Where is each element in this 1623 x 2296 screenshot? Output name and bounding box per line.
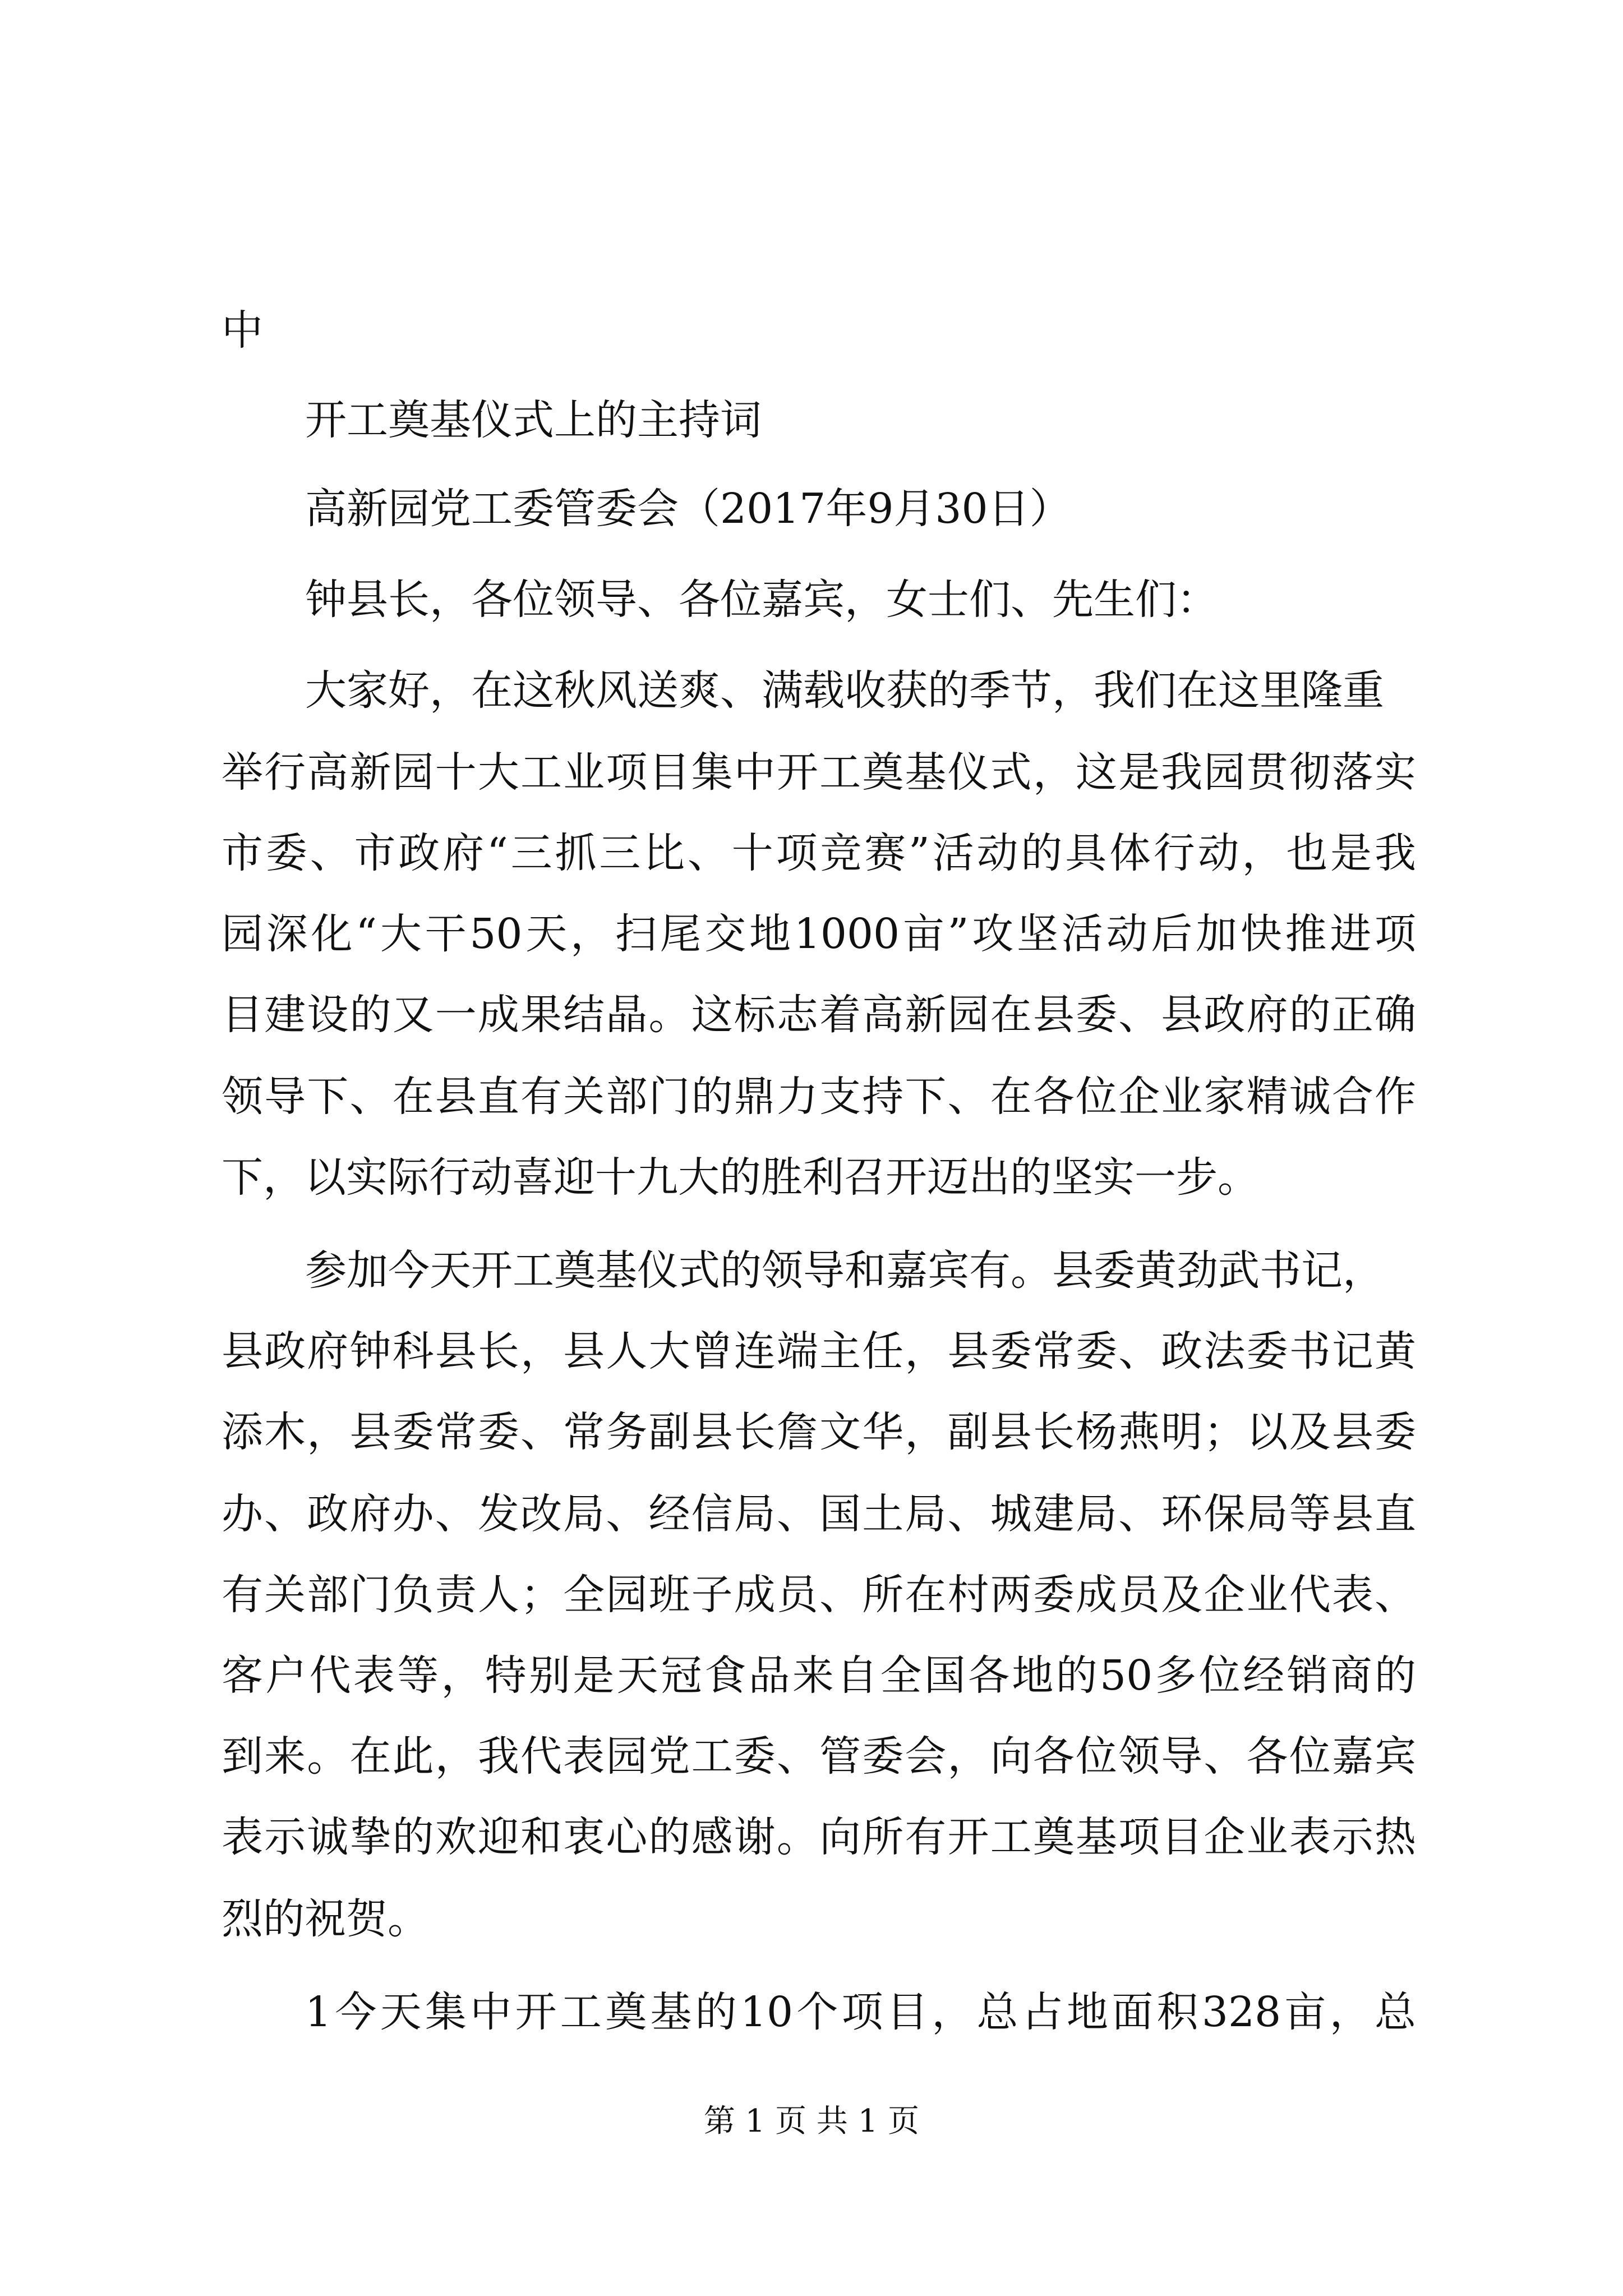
paragraph-2-line: 表示诚挚的欢迎和衷心的感谢。向所有开工奠基项目企业表示热 (222, 1813, 1416, 1861)
page-number-footer: 第 1 页 共 1 页 (703, 2103, 920, 2139)
paragraph-1-line: 市委、市政府“三抓三比、十项竞赛”活动的具体行动，也是我 (222, 829, 1416, 877)
paragraph-2-line: 县政府钟科县长，县人大曾连端主任，县委常委、政法委书记黄 (222, 1327, 1416, 1375)
paragraph-2-line: 参加今天开工奠基仪式的领导和嘉宾有。县委黄劲武书记， (305, 1246, 1384, 1295)
salutation: 钟县长，各位领导、各位嘉宾，女士们、先生们： (305, 576, 1218, 624)
document-title: 开工奠基仪式上的主持词 (305, 396, 762, 444)
paragraph-2-line: 有关部门负责人；全园班子成员、所在村两委成员及企业代表、 (222, 1571, 1416, 1619)
orphan-line: 中 (222, 306, 263, 355)
paragraph-2-line: 办、政府办、发改局、经信局、国土局、城建局、环保局等县直 (222, 1490, 1416, 1538)
paragraph-1-line: 下，以实际行动喜迎十九大的胜利召开迈出的坚实一步。 (222, 1153, 1259, 1202)
paragraph-1-line: 领导下、在县直有关部门的鼎力支持下、在各位企业家精诚合作 (222, 1073, 1416, 1121)
paragraph-3-line: 1今天集中开工奠基的10个项目，总占地面积328亩，总 (305, 1988, 1416, 2036)
issuer-date-line: 高新园党工委管委会（2017年9月30日） (305, 485, 1071, 533)
paragraph-2-line: 添木，县委常委、常务副县长詹文华，副县长杨燕明；以及县委 (222, 1408, 1416, 1456)
paragraph-2-line: 到来。在此，我代表园党工委、管委会，向各位领导、各位嘉宾 (222, 1732, 1416, 1780)
paragraph-1-line: 目建设的又一成果结晶。这标志着高新园在县委、县政府的正确 (222, 991, 1416, 1039)
paragraph-1-line: 园深化“大干50天，扫尾交地1000亩”攻坚活动后加快推进项 (222, 910, 1416, 958)
paragraph-2-line: 烈的祝贺。 (222, 1895, 429, 1943)
paragraph-1-line: 举行高新园十大工业项目集中开工奠基仪式，这是我园贯彻落实 (222, 748, 1416, 797)
paragraph-2-line: 客户代表等，特别是天冠食品来自全国各地的50多位经销商的 (222, 1651, 1416, 1700)
paragraph-1-line: 大家好，在这秋风送爽、满载收获的季节，我们在这里隆重 (305, 666, 1384, 715)
